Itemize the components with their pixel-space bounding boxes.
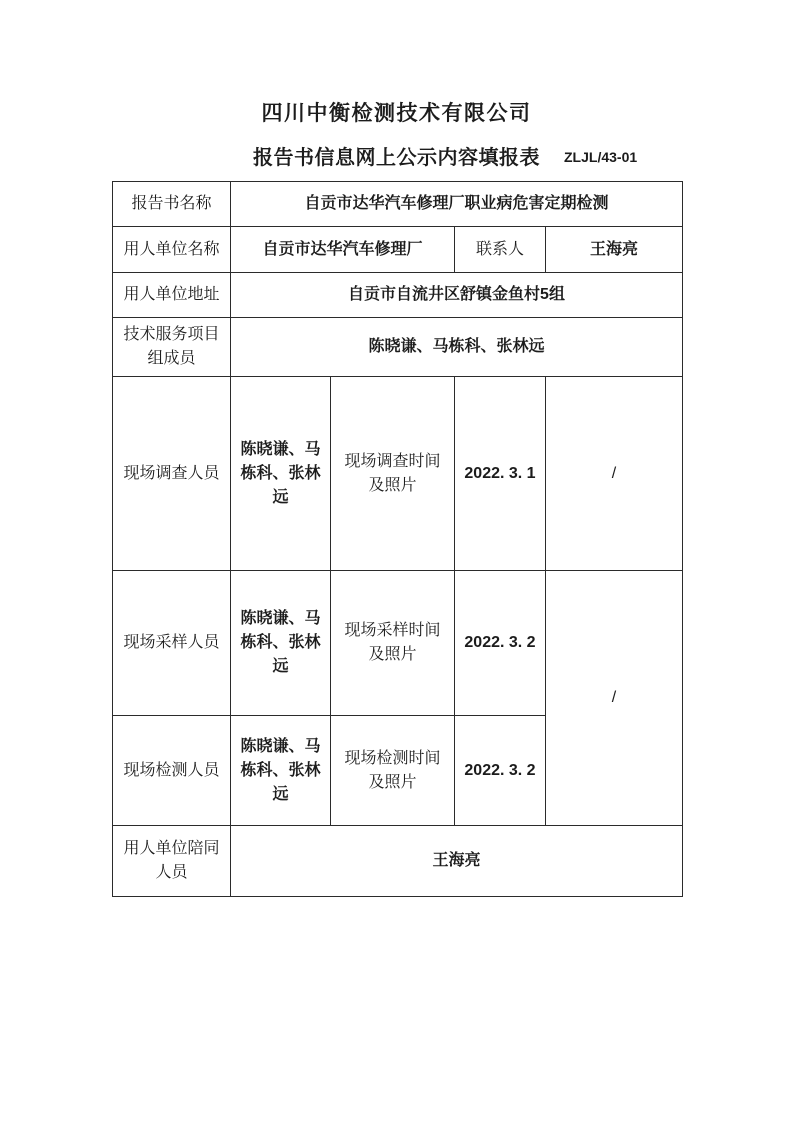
site-sampling-label: 现场采样人员: [113, 571, 231, 716]
row-accompanying: [113, 826, 683, 897]
contact-name-value: 王海亮: [546, 227, 683, 273]
project-team-label: 技术服务项目组成员: [113, 318, 231, 377]
company-title: 四川中衡检测技术有限公司: [261, 102, 532, 125]
row-employer-address: [113, 273, 683, 318]
project-team-value: 陈晓谦、马栋科、张林远: [231, 318, 683, 377]
row-employer-name: [113, 227, 683, 273]
site-survey-personnel: 陈晓谦、马栋科、张林远: [231, 377, 331, 571]
site-testing-label: 现场检测人员: [113, 716, 231, 826]
report-name-value: 自贡市达华汽车修理厂职业病危害定期检测: [231, 182, 683, 227]
site-testing-time-photo-label: 现场检测时间及照片: [331, 716, 455, 826]
employer-address-label: 用人单位地址: [113, 273, 231, 318]
row-site-sampling: [113, 571, 683, 716]
site-sampling-time-photo-label: 现场采样时间及照片: [331, 571, 455, 716]
row-report-name: [113, 182, 683, 227]
site-sampling-date: 2022. 3. 2: [455, 571, 546, 716]
row-site-survey: [113, 377, 683, 571]
sampling-testing-photo-cell: /: [546, 571, 683, 826]
form-code: ZLJL/43-01: [564, 149, 638, 165]
site-survey-date: 2022. 3. 1: [455, 377, 546, 571]
site-survey-photo-cell: /: [546, 377, 683, 571]
report-name-label: 报告书名称: [113, 182, 231, 227]
form-title-row: [0, 141, 793, 170]
site-sampling-personnel: 陈晓谦、马栋科、张林远: [231, 571, 331, 716]
accompanying-value: 王海亮: [231, 826, 683, 897]
employer-address-value: 自贡市自流井区舒镇金鱼村5组: [231, 273, 683, 318]
site-survey-time-photo-label: 现场调查时间及照片: [331, 377, 455, 571]
site-testing-personnel: 陈晓谦、马栋科、张林远: [231, 716, 331, 826]
employer-name-label: 用人单位名称: [113, 227, 231, 273]
accompanying-label: 用人单位陪同人员: [113, 826, 231, 897]
form-title: 报告书信息网上公示内容填报表: [253, 147, 540, 169]
site-survey-label: 现场调查人员: [113, 377, 231, 571]
row-project-team: [113, 318, 683, 377]
contact-label: 联系人: [455, 227, 546, 273]
form-table: [112, 181, 683, 897]
employer-name-value: 自贡市达华汽车修理厂: [231, 227, 455, 273]
site-testing-date: 2022. 3. 2: [455, 716, 546, 826]
